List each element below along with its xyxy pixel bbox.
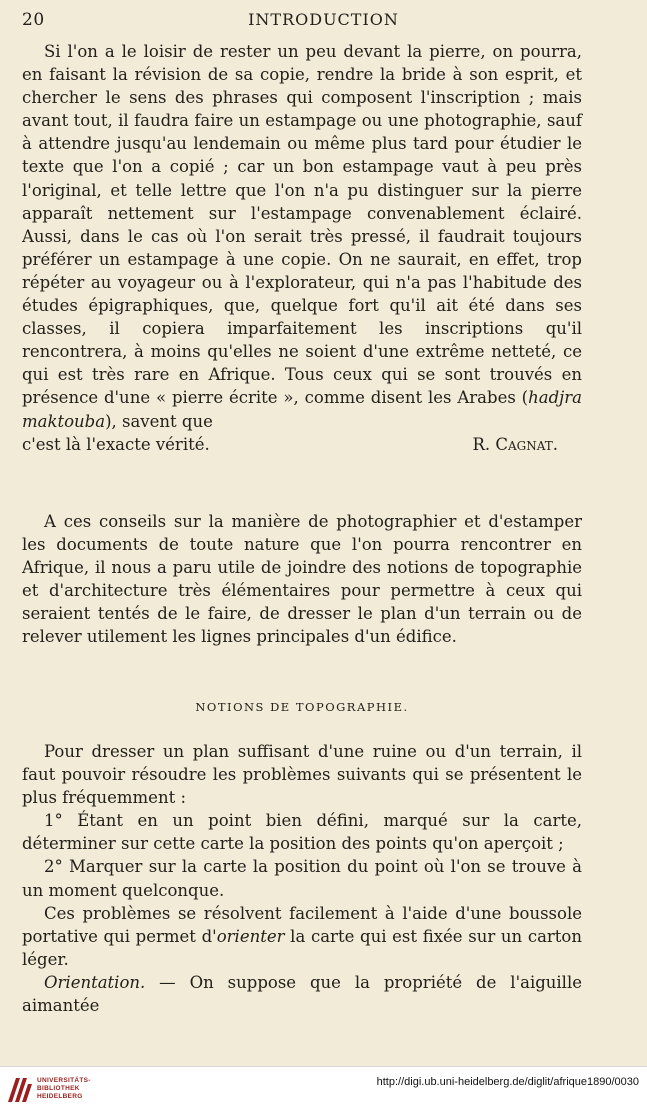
library-footer xyxy=(0,1066,647,1112)
library-name-line3: HEIDELBERG xyxy=(37,1093,83,1100)
ces-after: la carte qui est fixée sur un carton léger. xyxy=(22,926,582,969)
paragraph1-italic: hadjra maktouba xyxy=(22,388,582,431)
paragraph2-text: A ces conseils sur la manière de photographier et d'estamper les documents de toute nature que l'on pourra rencontrer en Afrique, il nous a paru utile de joindre des notions de topographie et d'architecture très élémentaires pour permettre à ceux qui seraient tentés de le faire, de dresser le plan d'un terrain ou de relever utilement les lignes principales d'un édifice. xyxy=(22,512,582,647)
paragraph1-text: Si l'on a le loisir de rester un peu devant la pierre, on pourra, en faisant la révision de sa copie, rendre la bride à son esprit, et chercher le sens des phrases qui composent l'inscription ; mais avant tout, il faudra faire un estampage ou une photographie, sauf à attendre jusqu'au lendemain ou même plus tard pour étudier le texte que l'on a copié ; car un bon estampage vaut à peu près l'original, et telle lettre que l'on n'a pu distinguer sur la pierre apparaît nettement sur l'estampage convenablement éclairé. Aussi, dans le cas où l'on serait très pressé, il faudrait toujours préférer un estampage à une copie. On ne saurait, en effet, trop répéter au voyageur ou à l'explorateur, qui n'a pas l'habitude des études épigraphiques, que, quelque fort qu'il ait été dans ses classes, il copiera imparfaitement les inscriptions qu'il rencontrera, à moins qu'elles ne soient d'une extrême netteté, ce qui est très rare en Afrique. Tous ceux qui se sont trouvés en présence d'une « pierre écrite », comme disent les Arabes ( xyxy=(22,42,582,408)
university-library-logo-icon xyxy=(6,1074,34,1104)
ces-before: Ces problèmes se résolvent facilement à l'aide d'une boussole portative qui permet d' xyxy=(22,903,582,946)
library-name-line1: UNIVERSITÄTS- xyxy=(37,1077,91,1084)
paragraph3-item2: 2° Marquer sur la carte la position du point où l'on se trouve à un moment quelconque. xyxy=(22,857,582,900)
paragraph3-intro: Pour dresser un plan suffisant d'une ruine ou d'un terrain, il faut pouvoir résoudre les problèmes suivants qui se présentent le plus fréquemment : xyxy=(22,742,582,808)
running-head: INTRODUCTION xyxy=(248,10,399,29)
paragraph3-ces xyxy=(22,902,582,971)
paragraph1-after-italic: ), savent que xyxy=(105,411,213,431)
paragraph3-item1: 1° Étant en un point bien défini, marqué sur la carte, déterminer sur cette carte la position des points qu'on aperçoit ; xyxy=(22,811,582,854)
paragraph-topographie xyxy=(22,740,582,1017)
page-number: 20 xyxy=(22,10,45,30)
paragraph3-orientation xyxy=(22,971,582,1017)
paragraph-cagnat xyxy=(22,40,582,456)
paragraph-intro-notions xyxy=(22,510,582,649)
source-url-link[interactable]: http://digi.ub.uni-heidelberg.de/diglit/afrique1890/0030 xyxy=(376,1076,639,1088)
paragraph1-final-line: c'est là l'exacte vérité. xyxy=(22,434,210,454)
orientation-label: Orientation. xyxy=(44,972,146,992)
library-name xyxy=(37,1077,91,1101)
signature-line xyxy=(22,433,582,456)
page-header xyxy=(22,10,625,36)
orientation-text: — On suppose que la propriété de l'aiguille aimantée xyxy=(22,972,582,1016)
signature: R. Cagnat. xyxy=(472,434,558,454)
library-name-line2: BIBLIOTHEK xyxy=(37,1085,80,1092)
ces-italic: orienter xyxy=(216,926,285,946)
section-title: NOTIONS DE TOPOGRAPHIE. xyxy=(195,700,409,714)
